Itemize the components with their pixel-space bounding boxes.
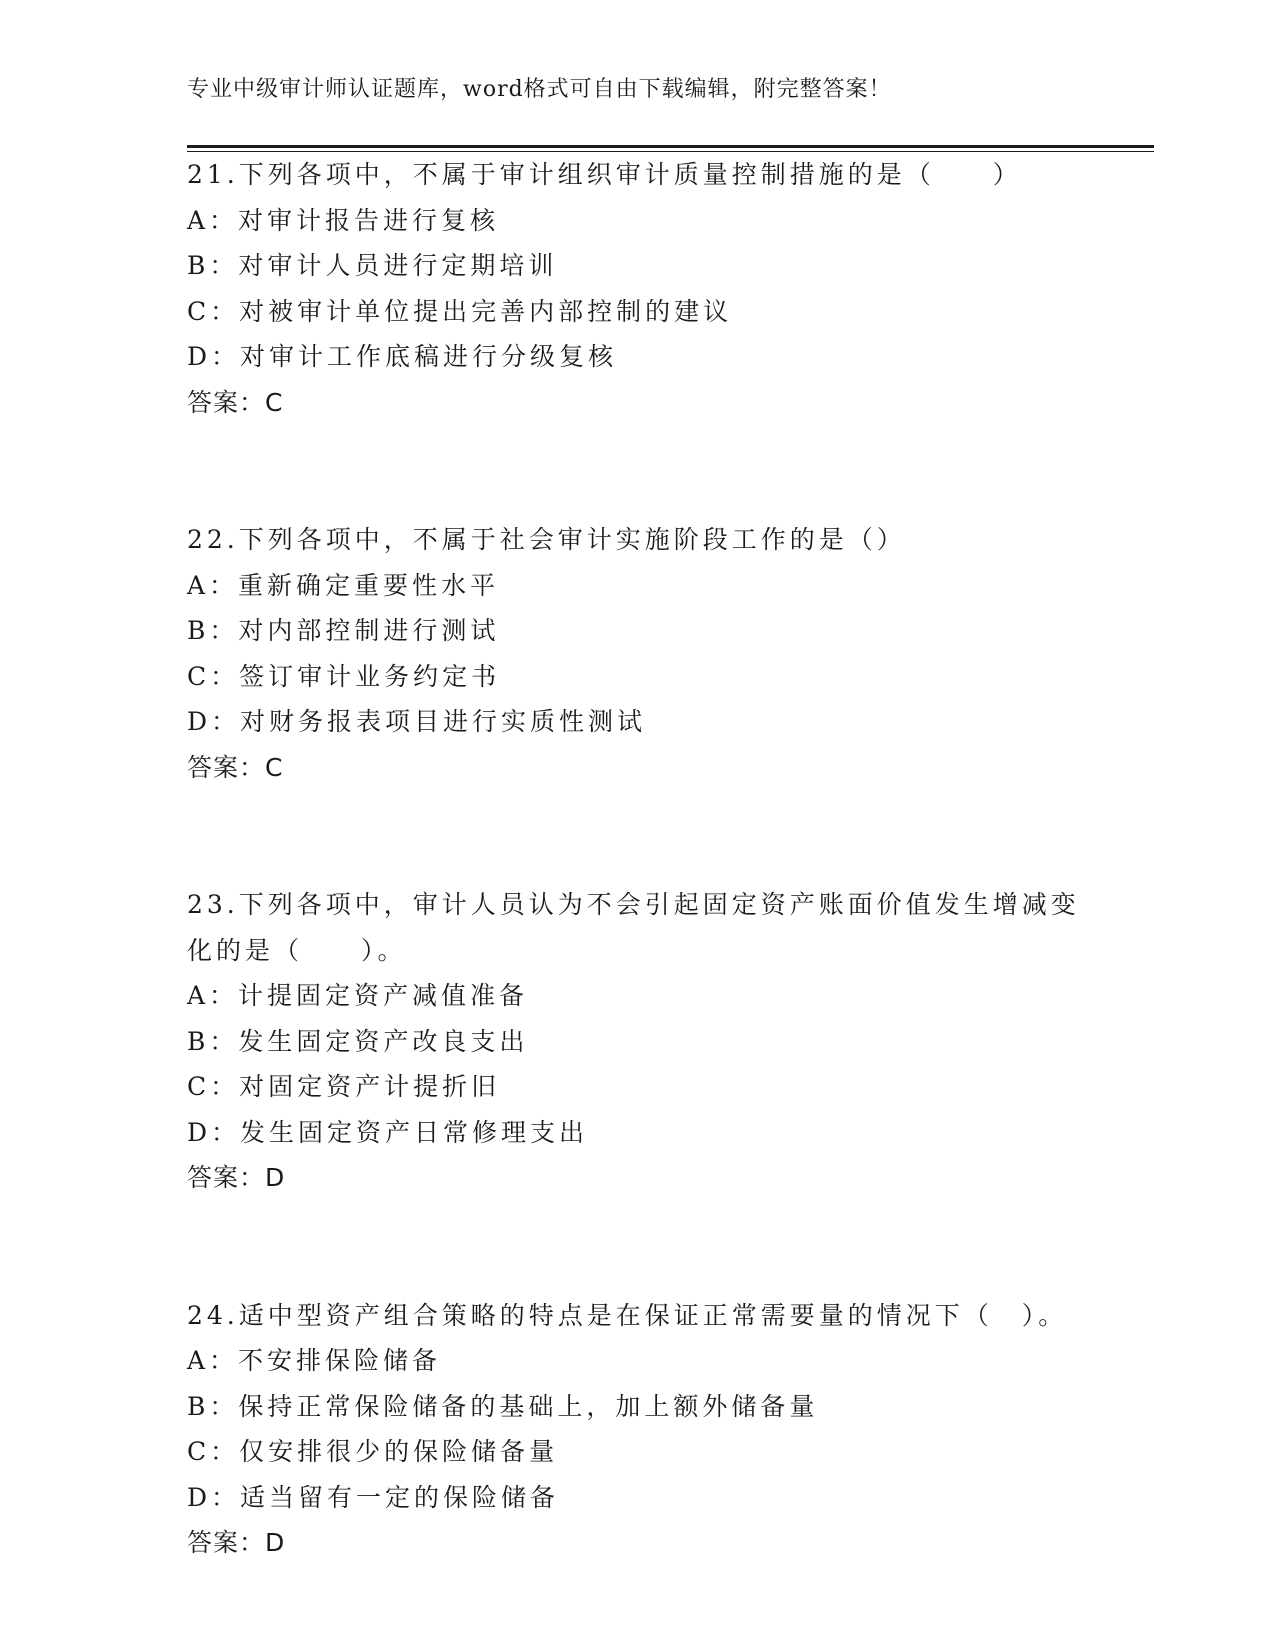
question-gap (187, 1201, 1087, 1293)
option-a: A：计提固定资产减值准备 (187, 981, 529, 1010)
question-stem: 21.下列各项中，不属于审计组织审计质量控制措施的是（ ） (187, 160, 1022, 189)
question-stem: 24.适中型资产组合策略的特点是在保证正常需要量的情况下（ ）。 (187, 1300, 1068, 1330)
option-a: A：重新确定重要性水平 (187, 570, 500, 600)
question-stem-line-2: 化的是（ ）。 (187, 935, 407, 965)
option-d: D：对审计工作底稿进行分级复核 (187, 342, 618, 371)
option-c: C：签订审计业务约定书 (187, 661, 501, 691)
answer-line: 答案：D (187, 1528, 286, 1557)
page-header: 专业中级审计师认证题库，word格式可自由下载编辑，附完整答案！ (187, 77, 892, 102)
question-stem-line-1: 23.下列各项中，审计人员认为不会引起固定资产账面价值发生增减变 (187, 890, 1080, 919)
option-c: C：对固定资产计提折旧 (187, 1072, 501, 1101)
option-a: A：对审计报告进行复核 (187, 205, 500, 235)
option-a: A：不安排保险储备 (187, 1346, 442, 1375)
option-b: B：发生固定资产改良支出 (187, 1026, 529, 1056)
question-gap (187, 790, 1087, 882)
question-stem: 22.下列各项中，不属于社会审计实施阶段工作的是（） (187, 525, 906, 554)
option-b: B：对审计人员进行定期培训 (187, 251, 558, 280)
question-21 (187, 152, 1087, 425)
option-c: C：对被审计单位提出完善内部控制的建议 (187, 296, 733, 326)
answer-line: 答案：C (187, 752, 284, 782)
option-b: B：保持正常保险储备的基础上，加上额外储备量 (187, 1391, 819, 1421)
question-list (187, 152, 1087, 1566)
question-22 (187, 517, 1087, 790)
option-d: D：对财务报表项目进行实质性测试 (187, 707, 647, 736)
question-23 (187, 882, 1087, 1201)
option-d: D：适当留有一定的保险储备 (187, 1482, 560, 1512)
question-gap (187, 425, 1087, 517)
option-d: D：发生固定资产日常修理支出 (187, 1117, 589, 1147)
option-c: C：仅安排很少的保险储备量 (187, 1437, 559, 1466)
option-b: B：对内部控制进行测试 (187, 616, 500, 645)
answer-line: 答案：D (187, 1163, 286, 1192)
answer-line: 答案：C (187, 387, 284, 417)
header-rule-thick (187, 145, 1154, 148)
question-24 (187, 1293, 1087, 1566)
